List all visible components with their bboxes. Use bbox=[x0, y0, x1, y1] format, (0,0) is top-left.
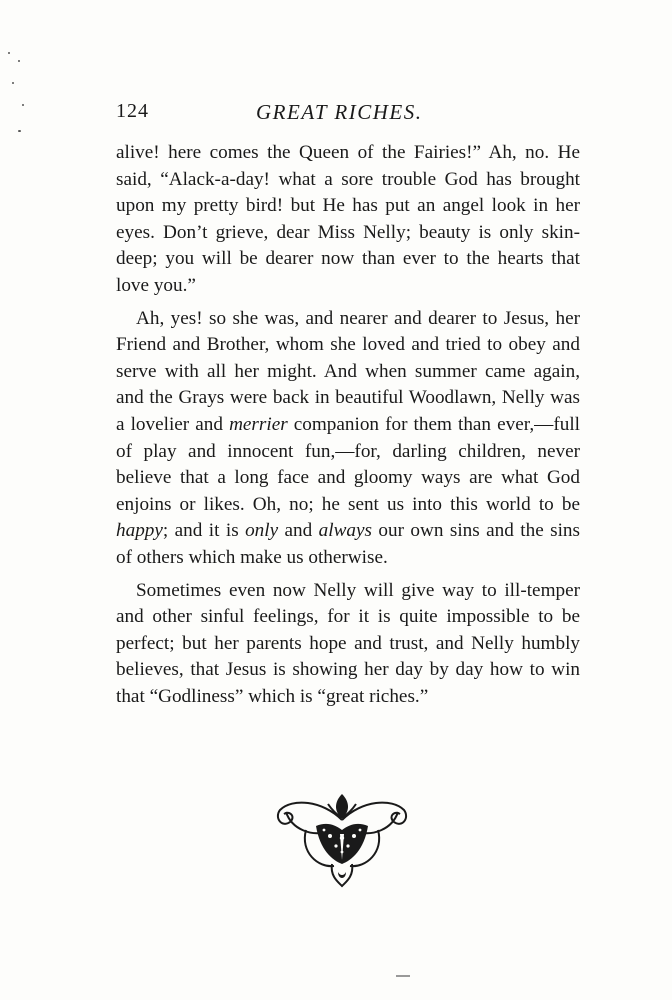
italic-text-run: merrier bbox=[229, 413, 288, 435]
running-title: GREAT RICHES. bbox=[256, 100, 423, 124]
floral-tailpiece-ornament-icon bbox=[272, 790, 412, 890]
page-mark bbox=[396, 975, 410, 977]
text-run: ; and it is bbox=[162, 520, 246, 542]
margin-speck bbox=[22, 104, 24, 106]
text-run: Ah, yes! so she was, and nearer and dearer to Jesus, her Friend and Brother, whom she loved and tried to obey and serve with all her might. And when summer came again, and the Grays were back in beautiful Woodlawn, Nelly was a lovelier and bbox=[116, 307, 580, 435]
italic-text-run: happy bbox=[116, 520, 163, 542]
paragraph bbox=[116, 140, 580, 300]
body-text bbox=[116, 140, 580, 716]
italic-text-run: always bbox=[318, 520, 372, 542]
page-header bbox=[116, 100, 586, 130]
margin-speck bbox=[8, 52, 10, 54]
text-run: Sometimes even now Nelly will give way to ill-temper and other sinful feelings, for it is quite impossible to be perfect; but her parents hope and trust, and Nelly humbly believes, that Jesus is showing her day by day how to win that “Godliness” which is “great riches.” bbox=[116, 579, 580, 707]
paragraph bbox=[116, 578, 580, 711]
margin-speck bbox=[18, 60, 20, 62]
page-number: 124 bbox=[116, 100, 149, 122]
margin-speck bbox=[12, 82, 14, 84]
text-run: alive! here comes the Queen of the Fairies!” Ah, no. He said, “Alack-a-day! what a sore trouble God has brought upon my pretty bird! but He has put an angel look in her eyes. Don’t grieve, dear Miss Nelly; beauty is only skin-deep; you will be dearer now than ever to the hearts that love you.” bbox=[116, 142, 580, 296]
margin-speck bbox=[18, 130, 21, 132]
text-run: companion for them than ever,—full of play and innocent fun,—for, darling children, never believe that a long face and gloomy ways are what God enjoins or likes. Oh, no; he sent us into this world to be bbox=[116, 413, 580, 515]
paragraph bbox=[116, 306, 580, 572]
italic-text-run: only bbox=[245, 520, 279, 542]
text-run: our own sins and the sins of others which make us otherwise. bbox=[116, 520, 580, 568]
text-run: and bbox=[278, 520, 319, 542]
